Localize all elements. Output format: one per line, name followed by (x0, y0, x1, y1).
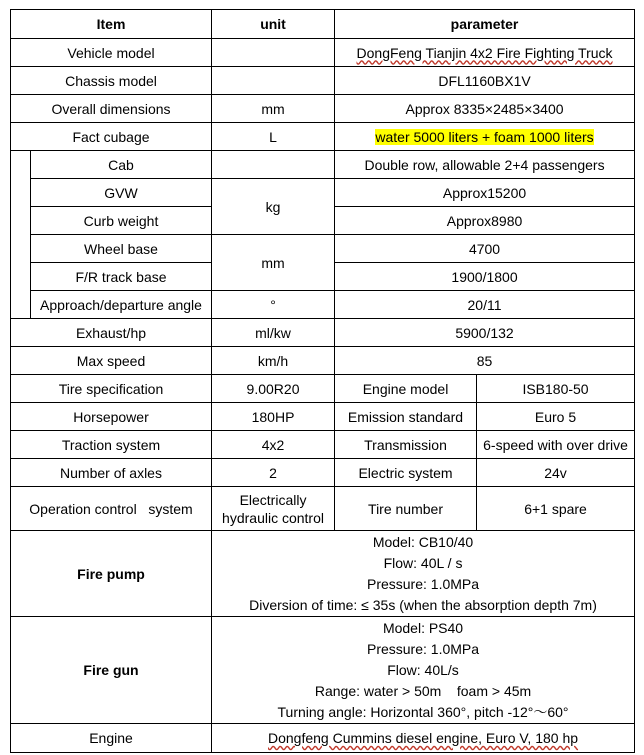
label-gvw: GVW (31, 179, 212, 207)
value-vehicle-model (335, 39, 635, 67)
value-curb-weight: Approx8980 (335, 207, 635, 235)
spec-table (10, 9, 635, 753)
value-fact-cubage (335, 123, 635, 151)
value-operation (212, 487, 335, 531)
row-gvw (11, 179, 635, 207)
fire-pump-line: Model: CB10/40 (372, 533, 474, 550)
engine-text: Dongfeng Cummins diesel engine, Euro V, 180 hp (268, 730, 579, 746)
row-fire-pump (11, 531, 635, 617)
unit-fact-cubage: L (212, 123, 335, 151)
label-max-speed: Max speed (11, 347, 212, 375)
fire-pump-line: Pressure: 1.0MPa (366, 575, 480, 592)
value-tire-spec: 9.00R20 (212, 375, 335, 403)
label-operation: Operation control system (11, 487, 212, 531)
fire-gun-line: Range: water > 50m foam > 45m (314, 682, 532, 699)
unit-approach-angle: ° (212, 291, 335, 319)
label-track-base: F/R track base (31, 263, 212, 291)
unit-cab (212, 151, 335, 179)
value-approach-angle: 20/11 (335, 291, 635, 319)
label-fact-cubage: Fact cubage (11, 123, 212, 151)
row-wheel-base (11, 235, 635, 263)
value-fire-gun (212, 617, 635, 724)
label-chassis-model: Chassis model (11, 67, 212, 95)
row-chassis-model (11, 67, 635, 95)
value-track-base: 1900/1800 (335, 263, 635, 291)
row-approach-angle (11, 291, 635, 319)
label-approach-angle: Approach/departure angle (31, 291, 212, 319)
label-electric-system: Electric system (335, 459, 477, 487)
header-item: Item (11, 10, 212, 39)
row-exhaust (11, 319, 635, 347)
row-axles (11, 459, 635, 487)
operation-line-2: hydraulic control (222, 509, 324, 526)
unit-exhaust: ml/kw (212, 319, 335, 347)
fire-gun-line: Flow: 40L/s (387, 661, 459, 678)
value-fire-pump (212, 531, 635, 617)
row-max-speed (11, 347, 635, 375)
unit-vehicle-model (212, 39, 335, 67)
label-cab: Cab (31, 151, 212, 179)
row-tire-spec (11, 375, 635, 403)
fire-gun-line: Turning angle: Horizontal 360°, pitch -12°～60° (277, 703, 569, 720)
label-engine-model: Engine model (335, 375, 477, 403)
label-exhaust: Exhaust/hp (11, 319, 212, 347)
row-cab (11, 151, 635, 179)
operation-line-1: Electrically (239, 491, 307, 508)
value-horsepower: 180HP (212, 403, 335, 431)
label-traction: Traction system (11, 431, 212, 459)
group-indent (11, 151, 31, 319)
value-wheel-base: 4700 (335, 235, 635, 263)
row-operation (11, 487, 635, 531)
label-emission-standard: Emission standard (335, 403, 477, 431)
value-cab: Double row, allowable 2+4 passengers (335, 151, 635, 179)
label-curb-weight: Curb weight (31, 207, 212, 235)
label-horsepower: Horsepower (11, 403, 212, 431)
unit-length: mm (212, 235, 335, 291)
value-traction: 4x2 (212, 431, 335, 459)
vehicle-model-text: DongFeng Tianjin 4x2 Fire Fighting Truck (356, 44, 613, 61)
unit-chassis-model (212, 67, 335, 95)
value-tire-number: 6+1 spare (477, 487, 635, 531)
value-emission-standard: Euro 5 (477, 403, 635, 431)
fire-pump-line: Flow: 40L / s (383, 554, 463, 571)
label-overall-dimensions: Overall dimensions (11, 95, 212, 123)
label-vehicle-model: Vehicle model (11, 39, 212, 67)
unit-weight: kg (212, 179, 335, 235)
fact-cubage-highlight: water 5000 liters + foam 1000 liters (375, 128, 594, 145)
row-overall-dimensions (11, 95, 635, 123)
label-engine: Engine (11, 724, 212, 753)
row-fact-cubage (11, 123, 635, 151)
label-fire-pump: Fire pump (11, 531, 212, 617)
row-traction (11, 431, 635, 459)
row-engine (11, 724, 635, 753)
header-parameter: parameter (335, 10, 635, 39)
unit-max-speed: km/h (212, 347, 335, 375)
fire-gun-line: Pressure: 1.0MPa (366, 640, 480, 657)
value-engine (212, 724, 635, 753)
header-row (11, 10, 635, 39)
header-unit: unit (212, 10, 335, 39)
label-tire-spec: Tire specification (11, 375, 212, 403)
unit-overall-dimensions: mm (212, 95, 335, 123)
label-axles: Number of axles (11, 459, 212, 487)
value-gvw: Approx15200 (335, 179, 635, 207)
value-chassis-model: DFL1160BX1V (335, 67, 635, 95)
value-overall-dimensions: Approx 8335×2485×3400 (335, 95, 635, 123)
value-engine-model: ISB180-50 (477, 375, 635, 403)
value-max-speed: 85 (335, 347, 635, 375)
label-tire-number: Tire number (335, 487, 477, 531)
fire-gun-line: Model: PS40 (382, 619, 464, 636)
value-electric-system: 24v (477, 459, 635, 487)
row-fire-gun (11, 617, 635, 724)
row-vehicle-model (11, 39, 635, 67)
fire-pump-line: Diversion of time: ≤ 35s (when the absorption depth 7m) (249, 596, 597, 613)
value-exhaust: 5900/132 (335, 319, 635, 347)
row-horsepower (11, 403, 635, 431)
label-transmission: Transmission (335, 431, 477, 459)
value-transmission: 6-speed with over drive (477, 431, 635, 459)
value-axles: 2 (212, 459, 335, 487)
label-fire-gun: Fire gun (11, 617, 212, 724)
label-wheel-base: Wheel base (31, 235, 212, 263)
